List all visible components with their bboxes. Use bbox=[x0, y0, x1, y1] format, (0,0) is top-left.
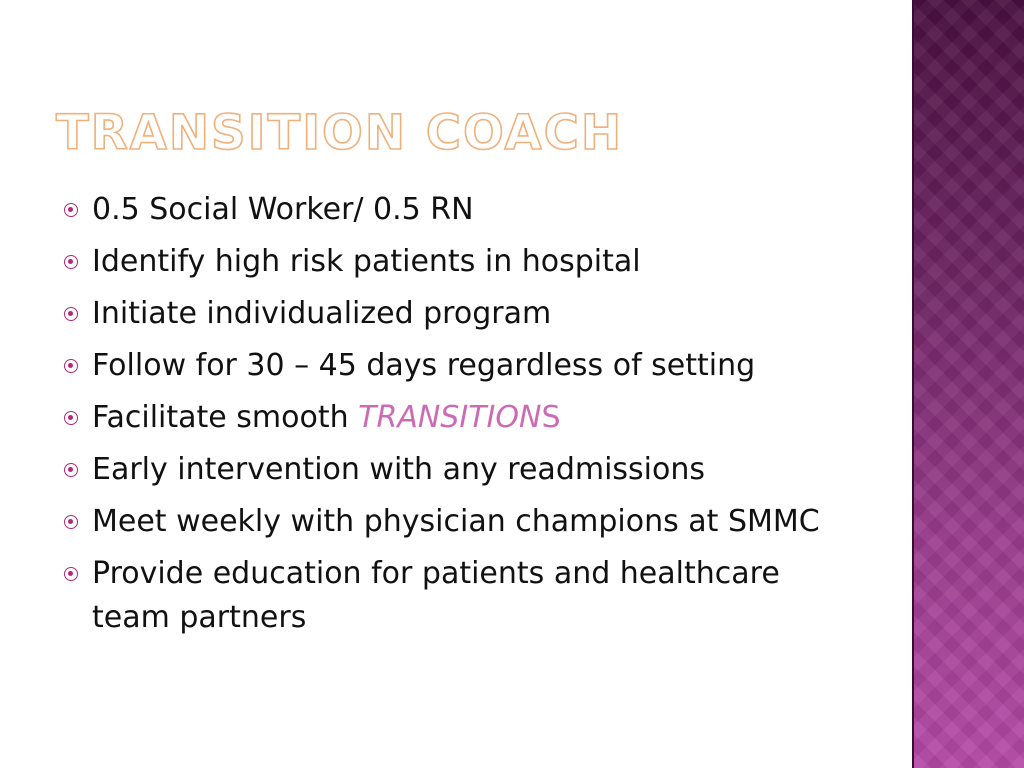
bullet-list bbox=[62, 188, 862, 648]
target-bullet-icon bbox=[64, 203, 78, 217]
bullet-item bbox=[62, 292, 862, 336]
target-bullet-icon bbox=[64, 463, 78, 477]
bullet-text: Initiate individualized program bbox=[92, 296, 552, 331]
target-bullet-icon bbox=[64, 359, 78, 373]
bullet-item bbox=[62, 240, 862, 284]
bullet-text: Follow for 30 – 45 days regardless of setting bbox=[92, 348, 756, 383]
bullet-item bbox=[62, 396, 862, 440]
target-bullet-icon bbox=[64, 307, 78, 321]
bullet-accent-tail: S bbox=[541, 400, 561, 435]
target-bullet-icon bbox=[64, 255, 78, 269]
target-bullet-icon bbox=[64, 515, 78, 529]
bullet-text: Early intervention with any readmissions bbox=[92, 452, 706, 487]
bullet-text: 0.5 Social Worker/ 0.5 RN bbox=[92, 192, 474, 227]
bullet-item bbox=[62, 344, 862, 388]
bullet-text: Meet weekly with physician champions at SMMC bbox=[92, 504, 820, 539]
bullet-accent-text: TRANSITION bbox=[358, 400, 542, 435]
bullet-item bbox=[62, 552, 862, 640]
bullet-item bbox=[62, 188, 862, 232]
slide-title: TRANSITION COACH bbox=[56, 105, 624, 161]
bullet-text: Facilitate smooth bbox=[92, 400, 359, 435]
bullet-item bbox=[62, 500, 862, 544]
decorative-side-band bbox=[912, 0, 1024, 768]
bullet-text: Provide education for patients and healthcare team partners bbox=[92, 556, 780, 635]
bullet-text: Identify high risk patients in hospital bbox=[92, 244, 641, 279]
bullet-item bbox=[62, 448, 862, 492]
target-bullet-icon bbox=[64, 411, 78, 425]
target-bullet-icon bbox=[64, 567, 78, 581]
